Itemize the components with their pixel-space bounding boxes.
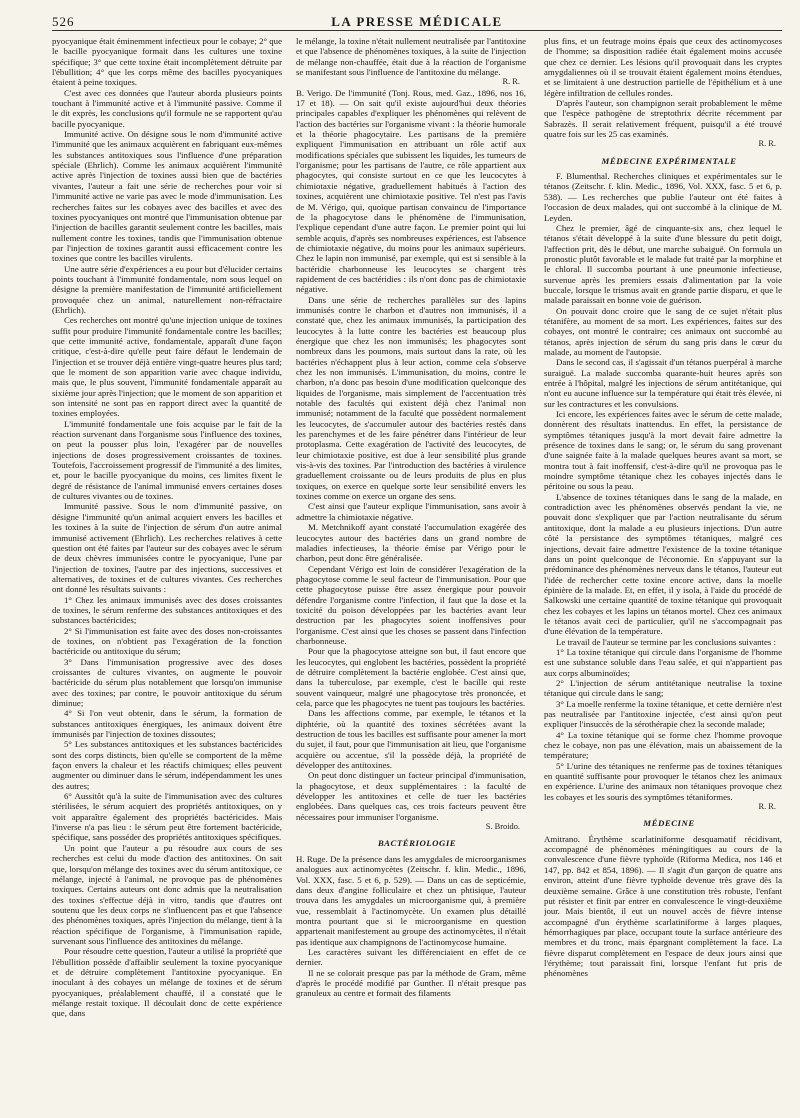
paragraph: Cependant Vérigo est loin de considérer l'exagération de la phagocytose comme le seul facteur de l'immunisation. Pour que cette phagocytose puisse être assez énergique pour pouvoir défendre l'organisme contre l'infection, il faut que la dose et la toxicité du poison développées par les bactéries avant leur destruction par les phagocytes soient inoffensives pour l'organisme. C'est ainsi que les choses se passent dans l'infection charbonneuse. — [296, 563, 526, 646]
paragraph: Pour que la phagocytose atteigne son but, il faut encore que les leucocytes, qui englobent les bactéries, possèdent la propriété de détruire complètement la bactérie englobée. C'est ainsi que, dans la tuberculose, par exemple, c'est le bacille qui reste souvent vainqueur, malgré une phagocytose très prononcée, et cela, parce que les phagocytes ne tuent pas toujours les bactéries. — [296, 646, 526, 708]
paragraph: 3° Dans l'immunisation progressive avec des doses croissantes de cultures vivantes, on augmente le pouvoir bactéricide du sérum plus notablement que lorsqu'on immunise avec des toxines; par contre, le pouvoir antitoxique du sérum diminue; — [52, 656, 282, 708]
signature: R. R. — [758, 139, 776, 149]
section-heading: MÉDECINE EXPÉRIMENTALE — [601, 155, 737, 166]
paragraph: Il ne se colorait presque pas par la méthode de Gram, même d'après le procédé modifié par Gunther. Il n'était presque pas granuleux au centre et formait des filaments — [296, 967, 526, 999]
paragraph: Dans les affections comme, par exemple, le tétanos et la diphtérie, où la quantité des toxines sécrétées avant la destruction de tous les bacilles est suffisante pour amener la mort du sujet, il faut, pour que l'immunisation ait lieu, que l'organisme acquière ou accentue, s'il la possède déjà, la propriété de développer des antitoxines. — [296, 708, 526, 771]
column-middle — [296, 36, 526, 1112]
paragraph: 1° La toxine tétanique qui circule dans l'organisme de l'homme est une substance soluble dans l'eau salée, et qui n'appartient pas aux corps albuminoïdes; — [544, 646, 782, 678]
paragraph: 3° La moelle renferme la toxine tétanique, et cette dernière n'est pas neutralisée par l'antitoxine injectée, c'est ainsi qu'on peut expliquer l'insuccès de la sérothérapie chez la seconde malade; — [544, 698, 782, 730]
paragraph: H. Ruge. De la présence dans les amygdales de microorganismes analogues aux actinomycètes (Zeitschr. f. klin. Medic., 1896, Vol. XXX, fasc. 5 et 6, p. 529). — Dans un cas de septicémie, dans deux d'angine folliculaire et chez un phtisique, l'auteur trouva dans les amygdales un microorganisme qui, à première vue, ressemblait à l'actinomycète. Un examen plus détaillé montra pourtant que si le microorganisme en question appartenait manifestement au groupe des actinomycètes, il n'était pas identique aux champignons de l'actinomycose humaine. — [296, 853, 526, 947]
paragraph: plus fins, et un feutrage moins épais que ceux des actinomycoses de l'homme; sa disposition radiée était également moins accusée que chez ce dernier. Les lésions qu'il provoquait dans les cryptes amygdaliennes où il se trouvait étaient également moins étendues, et se limitaient à une destruction partielle de l'épithélium et à une légère infiltration de cellules rondes. — [544, 36, 782, 98]
paragraph: Immunité passive. Sous le nom d'immunité passive, on désigne l'immunité qu'un animal acquiert envers les bacilles et les toxines à la suite de l'injection de sérum d'un autre animal immunisé activement (Ehrlich). Les recherches relatives à cette question ont été faites par l'auteur sur des cobayes avec le sérum de deux chèvres immunisées contre le pyocyanique, l'une par l'injection de toxines, l'autre par des injections, successives et alternatives, de toxines et de cultures vivantes. Ces recherches ont donné les résultats suivants : — [52, 501, 282, 595]
signature: S. Broido. — [485, 822, 520, 832]
column-right — [544, 36, 782, 1112]
paragraph: Chez le premier, âgé de cinquante-six ans, chez lequel le tétanos s'était développé à la suite d'une blessure du petit doigt, l'affection prit, dès le début, une marche subaiguë. On formula un pronostic plutôt favorable et le malade fut traité par la morphine et le chloral. Il succomba pourtant à une pneumonie infectieuse, survenue après les premiers essais d'alimentation par la voie buccale, lorsque le trismus avait en grande partie disparu, et que le malade paraissait en bonne voie de guérison. — [544, 222, 782, 306]
journal-title: LA PRESSE MÉDICALE — [331, 14, 503, 29]
paragraph: pyocyanique était éminemment infectieux pour le cobaye; 2° que le bacille pyocyanique formait dans les cultures une toxine spécifique; 3° que cette toxine était incomplètement détruite par l'ébullition; 4° que les corps même des bacilles pyocyaniques étaient à peine toxiques. — [52, 36, 282, 88]
paragraph: Un point que l'auteur a pu résoudre aux cours de ses recherches est celui du mode d'action des antitoxines. On sait que, lorsqu'on mélange des toxines avec du sérum antitoxique, ce mélange, injecté à l'animal, ne provoque pas de phénomènes toxiques. Certains auteurs ont donc admis que la neutralisation des toxines s'effectue déjà in vitro, tandis que d'autres ont soutenu que les deux corps ne s'influencent pas et que l'absence des phénomènes toxiques, après l'injection du mélange, tient à la réaction spécifique de l'organisme, à l'immunisation rapide, survenant sous l'influence des antitoxines du mélange. — [52, 842, 282, 946]
paragraph: F. Blumenthal. Recherches cliniques et expérimentales sur le tétanos (Zeitschr. f. klin. Medic., 1896, Vol. XXX, fasc. 5 et 6, p. 538). — Les recherches que publie l'auteur ont été faites à l'occasion de deux malades, qui ont succombé à la clinique de M. Leyden. — [544, 171, 782, 223]
paragraph: 2° L'injection de sérum antitétanique neutralise la toxine tétanique qui circule dans le sang; — [544, 677, 782, 699]
paragraph: 2° Si l'immunisation est faite avec des doses non-croissantes de toxines, on n'obtient pas l'exagération de la fonction bactéricide ou antitoxique du sérum; — [52, 625, 282, 657]
paragraph: 4° La toxine tétanique qui se forme chez l'homme provoque chez le cobaye, non pas une élévation, mais un abaissement de la température; — [544, 729, 782, 761]
paragraph: Amitrano. Érythème scarlatiniforme desquamatif récidivant, accompagné de phénomènes méningitiques au cours de la convalescence d'une fièvre typhoïde (Riforma Medica, nos 146 et 147, pp. 842 et 854, 1896). — Il s'agit d'un garçon de quatre ans environ, atteint d'une fièvre typhoïde devenue très grave dès la deuxième semaine. Grâce à une constitution très robuste, l'enfant put résister et finit par entrer en convalescence le vingt-deuxième jour. Mais bientôt, il eut un nouvel accès de fièvre intense accompagné d'un érythème scarlatiniforme à larges plaques, hémorrhagiques par place, occupant toute la surface antérieure des membres et du tronc, mais épargnant complètement la face. La fièvre disparut complètement en l'espace de deux jours ainsi que l'érythème; tout paraissait fini, lorsque l'enfant fut pris de phénomènes — [544, 833, 782, 979]
paragraph: On peut donc distinguer un facteur principal d'immunisation, la phagocytose, et deux supplémentaires : la faculté de développer les antitoxines et celle de tuer les bactéries englobées. Dans quelques cas, ces trois facteurs peuvent être nécessaires pour immuniser l'organisme. — [296, 770, 526, 822]
paragraph: Immunité active. On désigne sous le nom d'immunité active l'immunité que les animaux acquièrent en fabriquant eux-mêmes les substances antitoxiques sous l'influence d'une préparation spéciale (Ehrlich). Comme les animaux acquièrent l'immunité active après l'injection de toxines aussi bien que de bactéries vivantes, l'auteur a fait une série de recherches pour voir si l'immunité active ne varie pas avec le mode d'immunisation. Les recherches faites sur les cobayes avec des bacilles et avec des toxines pyocyaniques ont montré que l'immunisation obtenue par l'injection de bacilles garantit seulement contre les bacilles, mais nullement contre les toxines, tandis que l'immunisation obtenue par l'injection de toxines garantit aussi efficacement contre les toxines que contre les bacilles virulents. — [52, 129, 282, 264]
page-number: 526 — [52, 14, 75, 29]
paragraph: Ici encore, les expériences faites avec le sérum de cette malade, donnèrent des résultats inattendus. En effet, la persistance de symptômes tétaniques jusqu'à la mort devait faire admettre la présence de toxines dans le sang; or, le sérum du sang provenant d'une saignée faite à la malade quelques heures avant sa mort, se montra tout à fait inoffensif, c'est-à-dire qu'il ne provoqua pas le moindre symptôme tétanique chez les cobayes injectés dans le péritoine ou sous la peau. — [544, 409, 782, 492]
paragraph: L'absence de toxines tétaniques dans le sang de la malade, en contradiction avec les phénomènes observés pendant la vie, ne pouvait donc s'expliquer que par l'action neutralisante du sérum antitoxique, dont la malade a eu plusieurs injections. D'un autre côté la persistance des symptômes tétaniques, malgré ces injections, devait faire admettre l'existence de la toxine tétanique dans un point quelconque de l'économie. En s'appuyant sur la prédominance des phénomènes nerveux dans le tétanos, l'auteur eut l'idée de rechercher cette toxine encore active, dans la moelle épinière de la malade. Et, en effet, il y isola, à l'aide du procédé de Salkowski une certaine quantité de toxine tétanique qui provoquait chez les cobayes et les lapins un tétanos mortel. Chez ces animaux le tétanos avait ceci de particulier, qu'il ne s'accompagnait pas d'une élévation de la température. — [544, 491, 782, 637]
paragraph: Une autre série d'expériences a eu pour but d'élucider certains points touchant à l'immunité fondamentale, nom sous lequel on désigne la première manifestation de l'immunité artificiellement provoquée chez un animal, naturellement non-réfractaire (Ehrlich). — [52, 263, 282, 315]
paragraph: Les caractères suivant les différenciaient en effet de ce dernier. — [296, 946, 526, 968]
paragraph: C'est ainsi que l'auteur explique l'immunisation, sans avoir à admettre la chimiotaxie négative. — [296, 501, 526, 522]
signature: R. R. — [758, 802, 776, 812]
paragraph: C'est avec ces données que l'auteur aborda plusieurs points touchant à l'immunité active et à l'immunité passive. Comme il le dit exprès, les conclusions qu'il formule ne se rapportent qu'au bacille pyocyanique. — [52, 87, 282, 129]
paragraph: 5° L'urine des tétaniques ne renferme pas de toxines tétaniques en quantité suffisante pour provoquer le tétanos chez les animaux en expérience. L'urine des animaux non tétaniques provoque chez les cobayes et les souris des symptômes tétaniformes. — [544, 760, 782, 802]
paragraph: Ces recherches ont montré qu'une injection unique de toxines suffit pour produire l'immunité fondamentale contre les bacilles; que cette immunité active, fondamentale, apparaît d'une façon critique, c'est-à-dire qu'elle peut faire défaut le lendemain de l'injection et se trouver déjà entière vingt-quatre heures plus tard; que le moment de son apparition varie avec chaque individu, mais que, le plus souvent, l'immunité fondamentale apparaît au sixième jour après l'injection; que le moment de son apparition et son intensité ne sont pas en rapport direct avec la quantité de toxines employées. — [52, 315, 282, 419]
paragraph: Dans une série de recherches parallèles sur des lapins immunisés contre le charbon et d'autres non immunisés, il a constaté que, chez les animaux immunisés, la participation des leucocytes à la lutte contre les bactéries est beaucoup plus énergique que chez les non immunisés; les phagocytes sont nombreux dans les poumons, mais surtout dans la rate, où les bactéries n'échappent plus à leur action, comme cela s'observe chez les non immunisés. L'immunisation, du moins, contre le charbon, n'a donc pas besoin d'une modification quelconque des liquides de l'organisme, mais simplement de l'accentuation très notable des facultés qui existent déjà chez l'animal non immunisé; notamment de la faculté que possèdent normalement les leucocytes, de s'accumuler autour des bactéries restés dans les parenchymes et de les faire pénétrer dans l'intérieur de leur protoplasma. Cette exagération de l'activité des leucocytes, de leur chimiotaxie positive, est due à leur sensibilité plus grande vis-à-vis des toxines. Par l'introduction des bactéries à virulence graduellement croissante ou de leurs produits de plus en plus toxiques, on exerce en quelque sorte leur sensibilité envers les toxines comme on exerce un organe des sens. — [296, 294, 526, 502]
section-heading: BACTÉRIOLOGIE — [377, 838, 457, 849]
paragraph: B. Verigo. De l'immunité (Tonj. Rous, med. Gaz., 1896, nos 16, 17 et 18). — On sait qu'il existe aujourd'hui deux théories principales capables d'expliquer les phénomènes qui relèvent de l'action des bactéries sur l'organisme vivant : la théorie humorale et la théorie phagocytaire. Les partisans de la première expliquent l'immunisation en attribuant un rôle actif aux modifications spéciales que subissent les liquides, les tumeurs de l'organisme; pour les partisans de l'autre, ce rôle appartient aux phagocytes, qui consiste surtout en ce que les leucocytes à chimiotaxie négative, graduellement habitués à l'action des toxines, acquièrent une chimiotaxie positive. Tel n'est pas l'avis de M. Vérigo, qui, quoique partisan convaincu de l'importance de la phagocytose dans le phénomène de l'immunisation, l'explique cependant d'une autre façon. Le premier point qui lui semble acquis, d'après ses nombreuses expériences, est l'absence de chimiotaxie négative, du moins pour les animaux supérieurs. Chez le lapin non immunisé, par exemple, qui est si sensible à la bactéridie charbonneuse les leucocytes se chargent très rapidement de ces bactéridies : ils n'ont donc pas de chimiotaxie négative. — [296, 87, 526, 295]
paragraph: 5° Les substances antitoxiques et les substances bactéricides sont des corps distincts, bien qu'elle se comportent de la même façon envers la chaleur et les réactifs chimiques; elles peuvent augmenter ou diminuer dans le sérum, indépendamment les unes des autres; — [52, 739, 282, 791]
signature: R. R. — [502, 77, 520, 87]
paragraph: On pouvait donc croire que le sang de ce sujet n'était plus tétanifère, au moment de sa mort. Les expériences, faites sur des cobayes, ont montré le contraire; ces animaux ont succombé au tétanos, après injection de sérum du sang pris dans le cœur du malade, au moment de l'autopsie. — [544, 305, 782, 357]
column-left — [52, 36, 282, 1112]
paragraph: Dans le second cas, il s'agissait d'un tétanos puerpéral à marche suraiguë. La malade succomba quarante-huit heures après son entrée à l'hôpital, malgré les injections de sérum antitétanique, qui n'ont eu aucune influence sur la température qui était très élevée, ni sur les contractures et les convulsions. — [544, 357, 782, 409]
paragraph: L'immunité fondamentale une fois acquise par le fait de la réaction survenant dans l'organisme sous l'influence des toxines, on peut la pousser plus loin, l'exagérer par de nouvelles injections de doses progressivement croissantes de toxines. Toutefois, l'accroissement progressif de l'immunité a des limites, et, pour le bacille pyocyanique du moins, ces limites fixent le degré de résistance de l'animal immunisé envers certaines doses de cultures vivantes ou de toxines. — [52, 418, 282, 502]
page-header — [52, 14, 782, 31]
paragraph: le mélange, la toxine n'était nullement neutralisée par l'antitoxine et que l'absence de phénomènes toxiques, à la suite de l'injection de mélange non-chauffée, était due à la réaction de l'organisme se manifestant sous l'influence de l'antitoxine du mélange. — [296, 36, 526, 78]
paragraph: M. Metchnikoff ayant constaté l'accumulation exagérée des leucocytes autour des bactéries dans un grand nombre de maladies infectieuses, la théorie émise par Vérigo pour le charbon, peut donc être généralisée. — [296, 522, 526, 564]
paragraph: D'après l'auteur, son champignon serait probablement le même que l'espèce pathogène de streptothrix décrite récemment par Sabrazès. Il serait relativement fréquent, puisqu'il a été trouvé quatre fois sur les 25 cas examinés. — [544, 98, 782, 140]
paragraph: 4° Si l'on veut obtenir, dans le sérum, la formation de substances antitoxiques énergiques, les animaux doivent être immunisés par l'injection de toxines dissoutes; — [52, 708, 282, 740]
paragraph: 1° Chez les animaux immunisés avec des doses croissantes de toxines, le sérum renferme des substances antitoxiques et des substances bactéricides; — [52, 594, 282, 626]
section-heading: MÉDECINE — [643, 818, 695, 829]
paragraph: Le travail de l'auteur se termine par les conclusions suivantes : — [556, 636, 776, 647]
paragraph: Pour résoudre cette question, l'auteur a utilisé la propriété que l'ébullition possède d'affaiblir seulement la toxine pyocyanique et de détruire complètement l'antitoxine pyocyanique. En inoculant à des cobayes un mélange de toxines et de sérum pyocyaniques, préalablement chauffé, il a constaté que le mélange restait toxique. Il découlait donc de cette expérience que, dans — [52, 946, 282, 1019]
paragraph: 6° Aussitôt qu'à la suite de l'immunisation avec des cultures stérilisées, le sérum acquiert des propriétés antitoxiques, on y voit apparaître également des propriétés bactéricides. Mais l'inverse n'a pas lieu : le sérum peut être fortement bactéricide, spécifique, sans posséder des propriétés antitoxiques spécifiques. — [52, 791, 282, 843]
